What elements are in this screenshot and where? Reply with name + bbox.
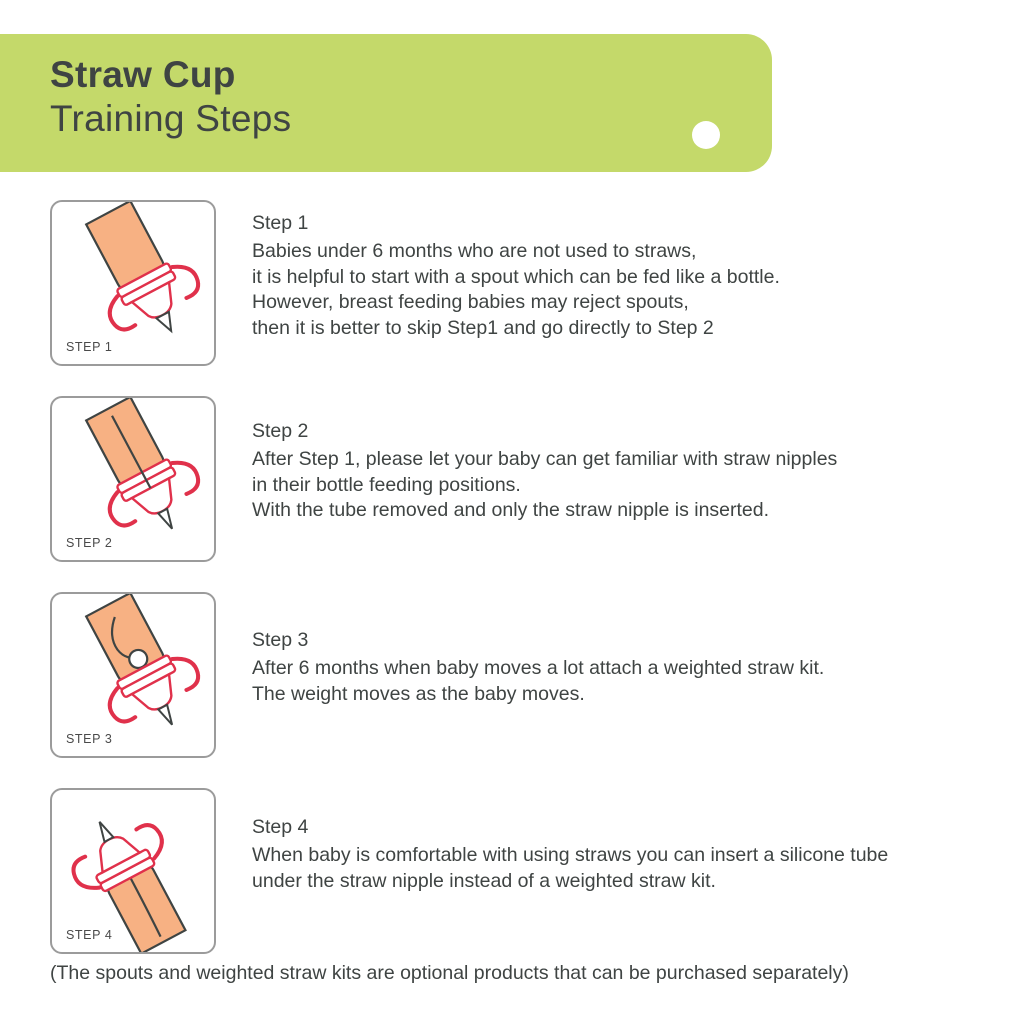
step-4-thumbnail: [50, 788, 216, 954]
step-line: in their bottle feeding positions.: [252, 473, 521, 496]
header-banner: [0, 34, 772, 172]
list-item: [0, 200, 1024, 366]
step-heading: Step 1: [252, 212, 309, 234]
step-thumb-label: STEP 2: [66, 536, 113, 550]
steps-list: [0, 200, 1024, 954]
step-line: With the tube removed and only the straw nipple is inserted.: [252, 499, 770, 522]
step-heading: Step 4: [252, 816, 309, 838]
page-title: Straw Cup: [50, 54, 236, 95]
step-line: then it is better to skip Step1 and go directly to Step 2: [252, 317, 714, 340]
step-4-text: [252, 788, 888, 894]
step-line: However, breast feeding babies may reject spouts,: [252, 291, 689, 314]
punch-hole-icon: [692, 121, 720, 149]
step-thumb-label: STEP 3: [66, 732, 113, 746]
step-1-thumbnail: [50, 200, 216, 366]
step-2-thumbnail: [50, 396, 216, 562]
step-line: under the straw nipple instead of a weighted straw kit.: [252, 869, 716, 892]
step-line: After Step 1, please let your baby can get familiar with straw nipples: [252, 448, 838, 470]
step-heading: Step 2: [252, 420, 309, 442]
step-thumb-label: STEP 4: [66, 928, 113, 942]
step-line: it is helpful to start with a spout which can be fed like a bottle.: [252, 265, 780, 288]
step-2-text: [252, 396, 837, 524]
step-heading: Step 3: [252, 629, 309, 651]
page-subtitle: Training Steps: [50, 98, 292, 139]
step-thumb-label: STEP 1: [66, 340, 113, 354]
step-3-thumbnail: [50, 592, 216, 758]
step-line: After 6 months when baby moves a lot attach a weighted straw kit.: [252, 657, 825, 679]
step-1-text: [252, 200, 780, 342]
footnote: (The spouts and weighted straw kits are optional products that can be purchased separately): [50, 962, 849, 984]
step-3-text: [252, 592, 824, 707]
list-item: [0, 788, 1024, 954]
step-line: Babies under 6 months who are not used to straws,: [252, 240, 697, 262]
step-line: When baby is comfortable with using straws you can insert a silicone tube: [252, 844, 889, 866]
list-item: [0, 592, 1024, 758]
list-item: [0, 396, 1024, 562]
step-line: The weight moves as the baby moves.: [252, 682, 585, 705]
